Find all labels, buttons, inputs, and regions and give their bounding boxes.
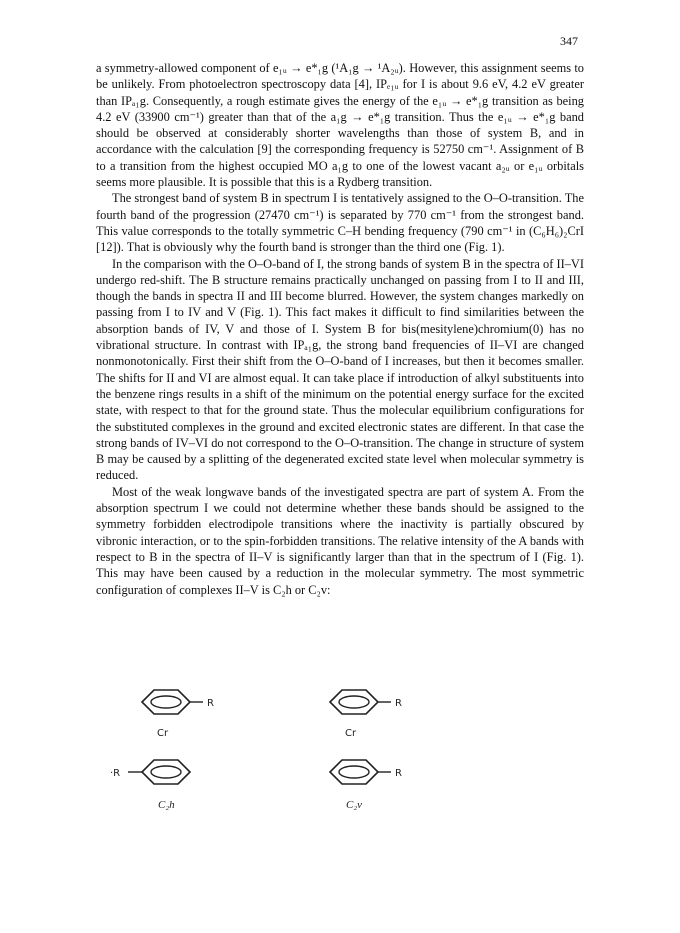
symmetry-label-right: C₂v xyxy=(346,799,363,811)
paragraph-3: In the comparison with the O–O-band of I, the strong bands of system B in the spectra of II–VI undergo red-shift. The B structure remains practically unchanged on passing from I to II and III, though the bands in spectra II and III become blurred. However, the system changes markedly on passing from I to IV and V (Fig. 1). This fact makes it difficult to find similarities between the absorption bands of IV, V and those of I. System B for bis(mesitylene)chromium(0) has no vibrational structure. In contrast with IPₐ₁g, the strong band frequencies of II–VI are changed nonmonotonically. First their shift from the O–O-band of I increases, but then it becomes smaller. The shifts for II and VI are almost equal. It can take place if introduction of alkyl substituents into the benzene rings results in a shift of the minimum on the potential energy surface for the excited state, with respect to that for the ground state. Thus the molecular equilibrium configurations for the substituted complexes in the ground and excited electronic states are different. In that case the strong bands of IV–VI do not correspond to the O–O-transition. The change in structure of system B may be caused by a splitting of the degenerated excited state level when molecular symmetry is reduced. xyxy=(96,256,584,483)
page-number: 347 xyxy=(560,34,578,48)
c2h-structure xyxy=(110,690,214,811)
symmetry-figure xyxy=(0,680,680,820)
bottom-ring-circle-left xyxy=(151,766,181,778)
top-benzene-ring-left xyxy=(142,690,190,714)
top-substituent-right: R xyxy=(395,698,402,709)
top-ring-circle-right xyxy=(339,696,369,708)
bottom-benzene-ring-left xyxy=(142,760,190,784)
c2v-structure xyxy=(330,690,402,811)
bottom-substituent-right: R xyxy=(395,768,402,779)
bottom-benzene-ring-right xyxy=(330,760,378,784)
body-text xyxy=(96,60,584,598)
top-benzene-ring-right xyxy=(330,690,378,714)
paragraph-1: a symmetry-allowed component of e₁ᵤ → e*₁g (¹A₁g → ¹A₂ᵤ). However, this assignment seems to be unlikely. From photoelectron spectroscopy data [4], IPₑ₁ᵤ for I is about 9.6 eV, 4.2 eV greater than IPₐ₁g. Consequently, a rough estimate gives the energy of the e₁ᵤ → e*₁g transition as being 4.2 eV (33900 cm⁻¹) greater than that of the a₁g → e*₁g transition. Thus the e₁ᵤ → e*₁g band should be observed at considerably shorter wavelengths than those of system B, and in accordance with the calculation [9] the corresponding frequency is 52750 cm⁻¹. Assignment of B to a transition from the highest occupied MO a₁g to one of the lowest vacant a₂ᵤ or e₁ᵤ orbitals seems more plausible. It is possible that this is a Rydberg transition. xyxy=(96,61,584,190)
metal-label-right: Cr xyxy=(345,728,357,739)
symmetry-label-left: C₂h xyxy=(158,799,175,811)
top-substituent-left: R xyxy=(207,698,214,709)
paragraph-2: The strongest band of system B in spectrum I is tentatively assigned to the O–O-transition. The fourth band of the progression (27470 cm⁻¹) is separated by 770 cm⁻¹ from the strongest band. This value corresponds to the totally symmetric C–H bending frequency (790 cm⁻¹ in (C₆H₆)₂CrI [12]). That is obviously why the fourth band is stronger than the third one (Fig. 1). xyxy=(96,191,584,255)
bottom-substituent-left: ·R xyxy=(110,768,121,779)
sandwich-structures xyxy=(0,680,680,820)
bottom-ring-circle-right xyxy=(339,766,369,778)
paragraph-4: Most of the weak longwave bands of the investigated spectra are part of system A. From the absorption spectrum I we could not determine whether these bands should be assigned to the symmetry forbidden electrodipole transitions where the inactivity is partially obscured by vibronic interaction, or to the spin-forbidden transitions. The relative intensity of the A bands with respect to B in the spectra of II–V is significantly larger than that in the spectrum of I (Fig. 1). This may have been caused by a reduction in the molecular symmetry. The most symmetric configuration of complexes II–V is C₂h or C₂v: xyxy=(96,484,584,597)
metal-label-left: Cr xyxy=(157,728,169,739)
top-ring-circle-left xyxy=(151,696,181,708)
